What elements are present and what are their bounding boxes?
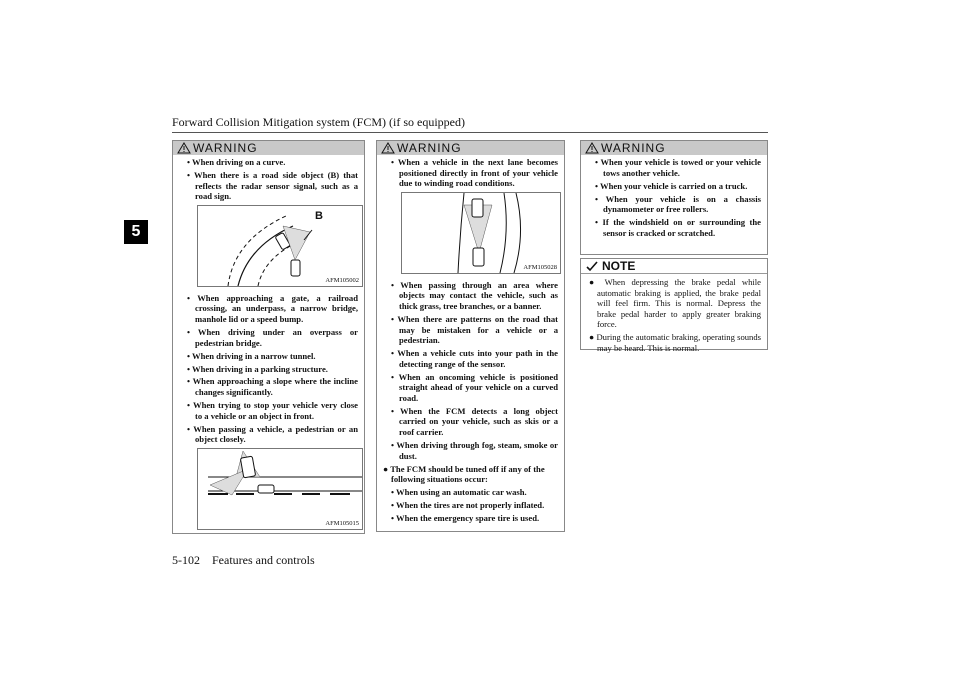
chapter-tab: 5 xyxy=(124,220,148,244)
filled-circle-bullet-icon: ● xyxy=(589,331,597,342)
warning-triangle-icon xyxy=(585,142,599,154)
bullet-lead xyxy=(383,464,558,485)
list-item: • If the windshield on or surrounding the sensor is cracked or scratched. xyxy=(595,217,761,238)
list-item: • When there are patterns on the road that may be mistaken for a vehicle or a pedestrian. xyxy=(391,313,558,346)
list-item: • When driving on a curve. xyxy=(187,157,286,167)
warning-title: WARNING xyxy=(397,141,462,155)
list-item: • When your vehicle is carried on a truck. xyxy=(595,180,748,191)
page-footer xyxy=(172,553,315,568)
note-item xyxy=(589,332,761,353)
note-header xyxy=(581,259,767,274)
warning-title: WARNING xyxy=(601,141,666,155)
bullet-lead-text: The FCM should be tuned off if any of the following situations occur: xyxy=(390,463,545,485)
warning-header xyxy=(173,141,364,155)
figure-curve-road xyxy=(197,205,363,287)
warning-box-1 xyxy=(172,140,365,534)
winding-road-illustration xyxy=(402,193,560,273)
warning-triangle-icon xyxy=(177,142,191,154)
header-rule xyxy=(172,132,768,133)
list-item: • When the FCM detects a long object carried on your vehicle, such as skis or a roof carrier. xyxy=(391,405,558,438)
note-text: During the automatic braking, operating sounds may be heard. This is normal. xyxy=(596,331,761,353)
section-name: Features and controls xyxy=(212,553,315,567)
warning-title: WARNING xyxy=(193,141,258,155)
figure-code: AFM105002 xyxy=(325,276,359,284)
list-item: • When a vehicle in the next lane becomes positioned directly in front of your vehicle due to winding road conditions. xyxy=(391,157,558,189)
note-text: When depressing the brake pedal while automatic braking is applied, the brake pedal will feel firm. This is normal. Depress the brake pedal harder to apply greater braking force. xyxy=(597,277,761,330)
list-item: • When driving in a parking structure. xyxy=(187,363,328,374)
note-box xyxy=(580,258,768,353)
warning-header xyxy=(581,141,767,155)
list-item: • When driving under an overpass or pedestrian bridge. xyxy=(187,326,358,348)
list-item: • When driving through fog, steam, smoke or dust. xyxy=(391,440,558,461)
list-item: • When driving in a narrow tunnel. xyxy=(187,350,316,361)
list-item: • When the tires are not properly inflated. xyxy=(391,499,545,510)
list-item: • When an oncoming vehicle is positioned straight ahead of your vehicle on a curved road. xyxy=(391,371,558,403)
callout-b: B xyxy=(315,209,323,222)
list-item: • When using an automatic car wash. xyxy=(391,486,527,497)
list-item: • When the emergency spare tire is used. xyxy=(391,512,540,523)
passing-vehicle-illustration xyxy=(198,449,362,529)
warning-header xyxy=(377,141,564,155)
list-item: • When there is a road side object (B) that reflects the radar sensor signal, such as a road sign. xyxy=(187,169,358,202)
note-item xyxy=(589,277,761,330)
warning-box-2 xyxy=(376,140,565,532)
list-item: • When approaching a slope where the incline changes significantly. xyxy=(187,376,358,398)
page-header-title: Forward Collision Mitigation system (FCM) (if so equipped) xyxy=(172,115,465,129)
figure-winding-road xyxy=(401,192,561,274)
note-title: NOTE xyxy=(602,259,636,273)
curve-road-illustration xyxy=(198,206,362,286)
figure-code: AFM105028 xyxy=(523,263,557,271)
list-item: • When passing through an area where objects may contact the vehicle, such as thick grass, tree branches, or a banner. xyxy=(391,279,558,311)
figure-code: AFM105015 xyxy=(325,519,359,527)
note-icon xyxy=(585,260,599,272)
list-item: • When approaching a gate, a railroad crossing, an underpass, a narrow bridge, manhole lid or a speed bump. xyxy=(187,292,358,324)
list-item: • When a vehicle cuts into your path in the detecting range of the sensor. xyxy=(391,348,558,369)
warning-triangle-icon xyxy=(381,142,395,154)
figure-passing-vehicle xyxy=(197,448,363,530)
filled-circle-bullet-icon: ● xyxy=(589,277,605,287)
filled-circle-bullet-icon: ● xyxy=(383,463,391,474)
list-item: • When your vehicle is on a chassis dynamometer or free rollers. xyxy=(595,193,761,215)
warning-box-3 xyxy=(580,140,768,255)
list-item: • When your vehicle is towed or your vehicle tows another vehicle. xyxy=(595,157,761,178)
list-item: • When trying to stop your vehicle very close to a vehicle or an object in front. xyxy=(187,400,358,421)
page-number: 5-102 xyxy=(172,553,200,567)
list-item: • When passing a vehicle, a pedestrian or an object closely. xyxy=(187,423,358,445)
